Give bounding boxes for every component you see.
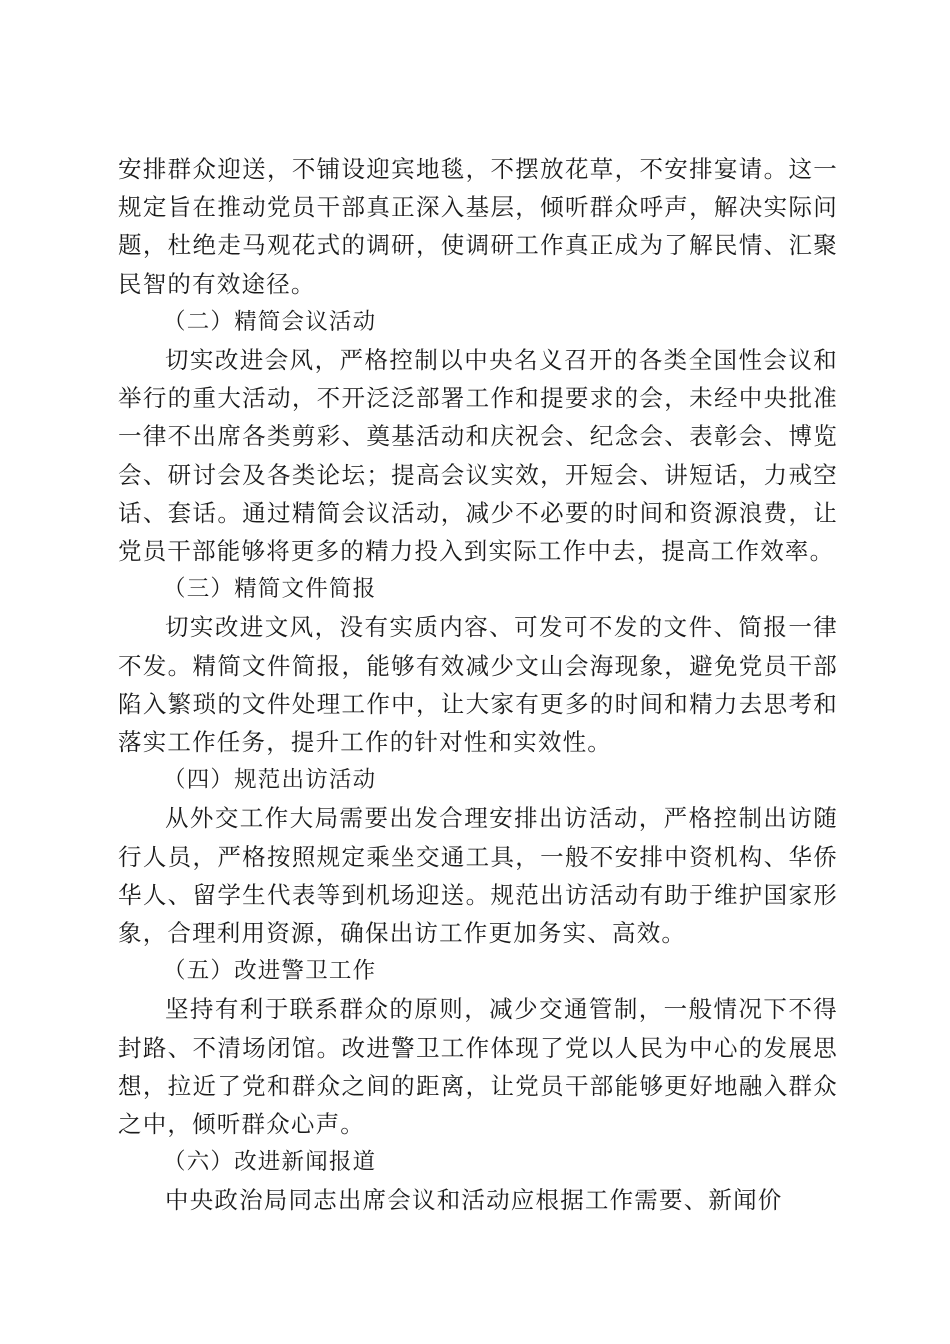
section-body-6: 中央政治局同志出席会议和活动应根据工作需要、新闻价 (165, 1186, 783, 1215)
section-body-2: 切实改进会风，严格控制以中央名义召开的各类全国性会议和举行的重大活动，不开泛泛部署工作和提要求的会，未经中央批准一律不出席各类剪彩、奠基活动和庆祝会、纪念会、表彰会、博览会、研讨会及各类论坛；提高会议实效，开短会、讲短话，力戒空话、套话。通过精简会议活动，减少不必要的时间和资源浪费，让党员干部能够将更多的精力投入到实际工作中去，提高工作效率。 (118, 346, 838, 566)
section-body-3: 切实改进文风，没有实质内容、可发可不发的文件、简报一律不发。精简文件简报，能够有效减少文山会海现象，避免党员干部陷入繁琐的文件处理工作中，让大家有更多的时间和精力去思考和落实工作任务，提升工作的针对性和实效性。 (118, 613, 838, 757)
section-body-4: 从外交工作大局需要出发合理安排出访活动，严格控制出访随行人员，严格按照规定乘坐交通工具，一般不安排中资机构、华侨华人、留学生代表等到机场迎送。规范出访活动有助于维护国家形象，合理利用资源，确保出访工作更加务实、高效。 (118, 804, 838, 948)
document-body (118, 150, 838, 1220)
section-heading-2: （二）精简会议活动 (163, 308, 377, 335)
section-heading-6: （六）改进新闻报道 (163, 1149, 377, 1176)
section-heading-4: （四）规范出访活动 (163, 767, 377, 794)
section-heading-3: （三）精简文件简报 (163, 576, 377, 603)
paragraph-continued: 安排群众迎送，不铺设迎宾地毯，不摆放花草，不安排宴请。这一规定旨在推动党员干部真正深入基层，倾听群众呼声，解决实际问题，杜绝走马观花式的调研，使调研工作真正成为了解民情、汇聚民智的有效途径。 (118, 155, 838, 298)
section-body-5: 坚持有利于联系群众的原则，减少交通管制，一般情况下不得封路、不清场闭馆。改进警卫工作体现了党以人民为中心的发展思想，拉近了党和群众之间的距离，让党员干部能够更好地融入群众之中，倾听群众心声。 (118, 995, 838, 1139)
section-heading-5: （五）改进警卫工作 (163, 958, 377, 985)
